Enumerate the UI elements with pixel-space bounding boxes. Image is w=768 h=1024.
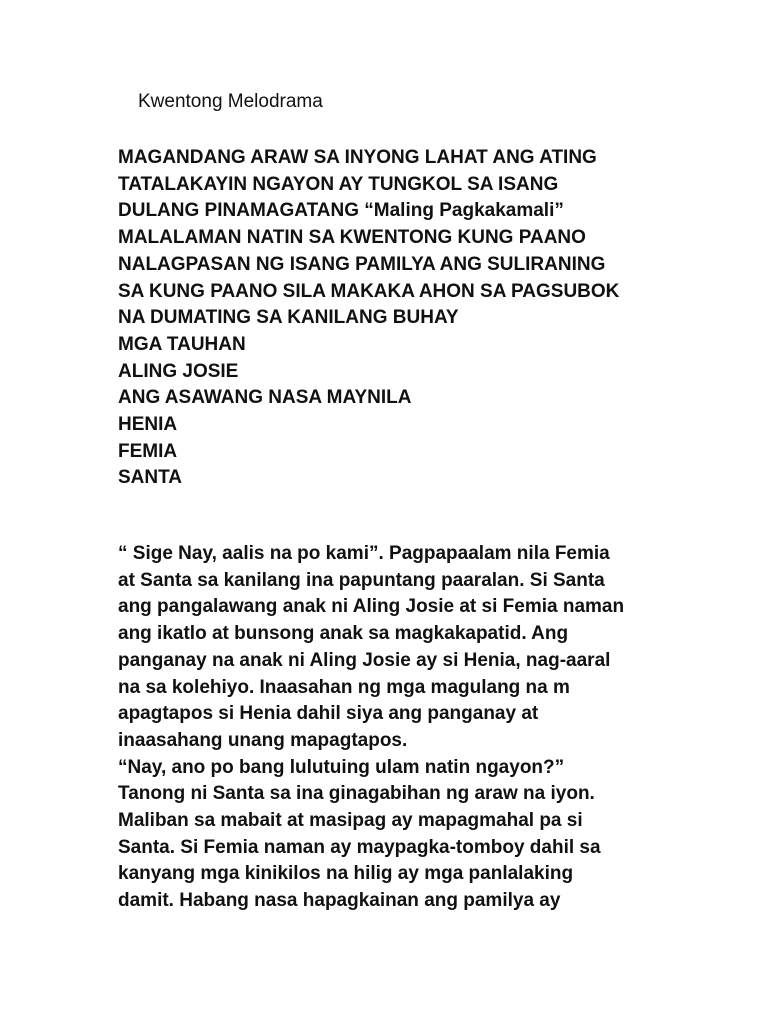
story-paragraph xyxy=(118,541,678,915)
story-line: Santa. Si Femia naman ay maypagka-tomboy dahil sa xyxy=(118,836,601,858)
story-line: ang ikatlo at bunsong anak sa magkakapatid. Ang xyxy=(118,623,569,645)
intro-paragraph xyxy=(118,145,678,492)
story-line: na sa kolehiyo. Inaasahan ng mga magulang na m xyxy=(118,676,570,698)
story-line: ang pangalawang anak ni Aling Josie at si Femia naman xyxy=(118,596,625,618)
intro-line: MALALAMAN NATIN SA KWENTONG KUNG PAANO xyxy=(118,227,586,249)
story-line: “Nay, ano po bang lulutuing ulam natin ngayon?” xyxy=(118,756,565,778)
story-line: inaasahang unang mapagtapos. xyxy=(118,729,408,751)
story-line: Tanong ni Santa sa ina ginagabihan ng araw na iyon. xyxy=(118,783,595,805)
story-line: Maliban sa mabait at masipag ay mapagmahal pa si xyxy=(118,810,583,832)
character-name: FEMIA xyxy=(118,440,178,462)
intro-line: MAGANDANG ARAW SA INYONG LAHAT ANG ATING xyxy=(118,147,597,168)
intro-line: TATALAKAYIN NGAYON AY TUNGKOL SA ISANG xyxy=(118,173,559,195)
story-line: at Santa sa kanilang ina papuntang paaralan. Si Santa xyxy=(118,569,605,591)
intro-line: NA DUMATING SA KANILANG BUHAY xyxy=(118,307,459,329)
story-line: panganay na anak ni Aling Josie ay si Henia, nag-aaral xyxy=(118,649,611,671)
intro-line: DULANG PINAMAGATANG “Maling Pagkakamali” xyxy=(118,200,564,222)
intro-line: NALAGPASAN NG ISANG PAMILYA ANG SULIRANING xyxy=(118,253,606,275)
character-name: ALING JOSIE xyxy=(118,360,239,382)
character-name: ANG ASAWANG NASA MAYNILA xyxy=(118,387,412,409)
characters-heading: MGA TAUHAN xyxy=(118,333,246,355)
document-title: Kwentong Melodrama xyxy=(138,91,323,112)
story-line: damit. Habang nasa hapagkainan ang pamilya ay xyxy=(118,890,561,912)
story-line: kanyang mga kinikilos na hilig ay mga panlalaking xyxy=(118,863,574,885)
story-line: “ Sige Nay, aalis na po kami”. Pagpapaalam nila Femia xyxy=(118,543,610,564)
character-name: HENIA xyxy=(118,414,178,436)
story-line: apagtapos si Henia dahil siya ang panganay at xyxy=(118,703,539,725)
character-name: SANTA xyxy=(118,467,183,489)
intro-line: SA KUNG PAANO SILA MAKAKA AHON SA PAGSUBOK xyxy=(118,280,620,302)
